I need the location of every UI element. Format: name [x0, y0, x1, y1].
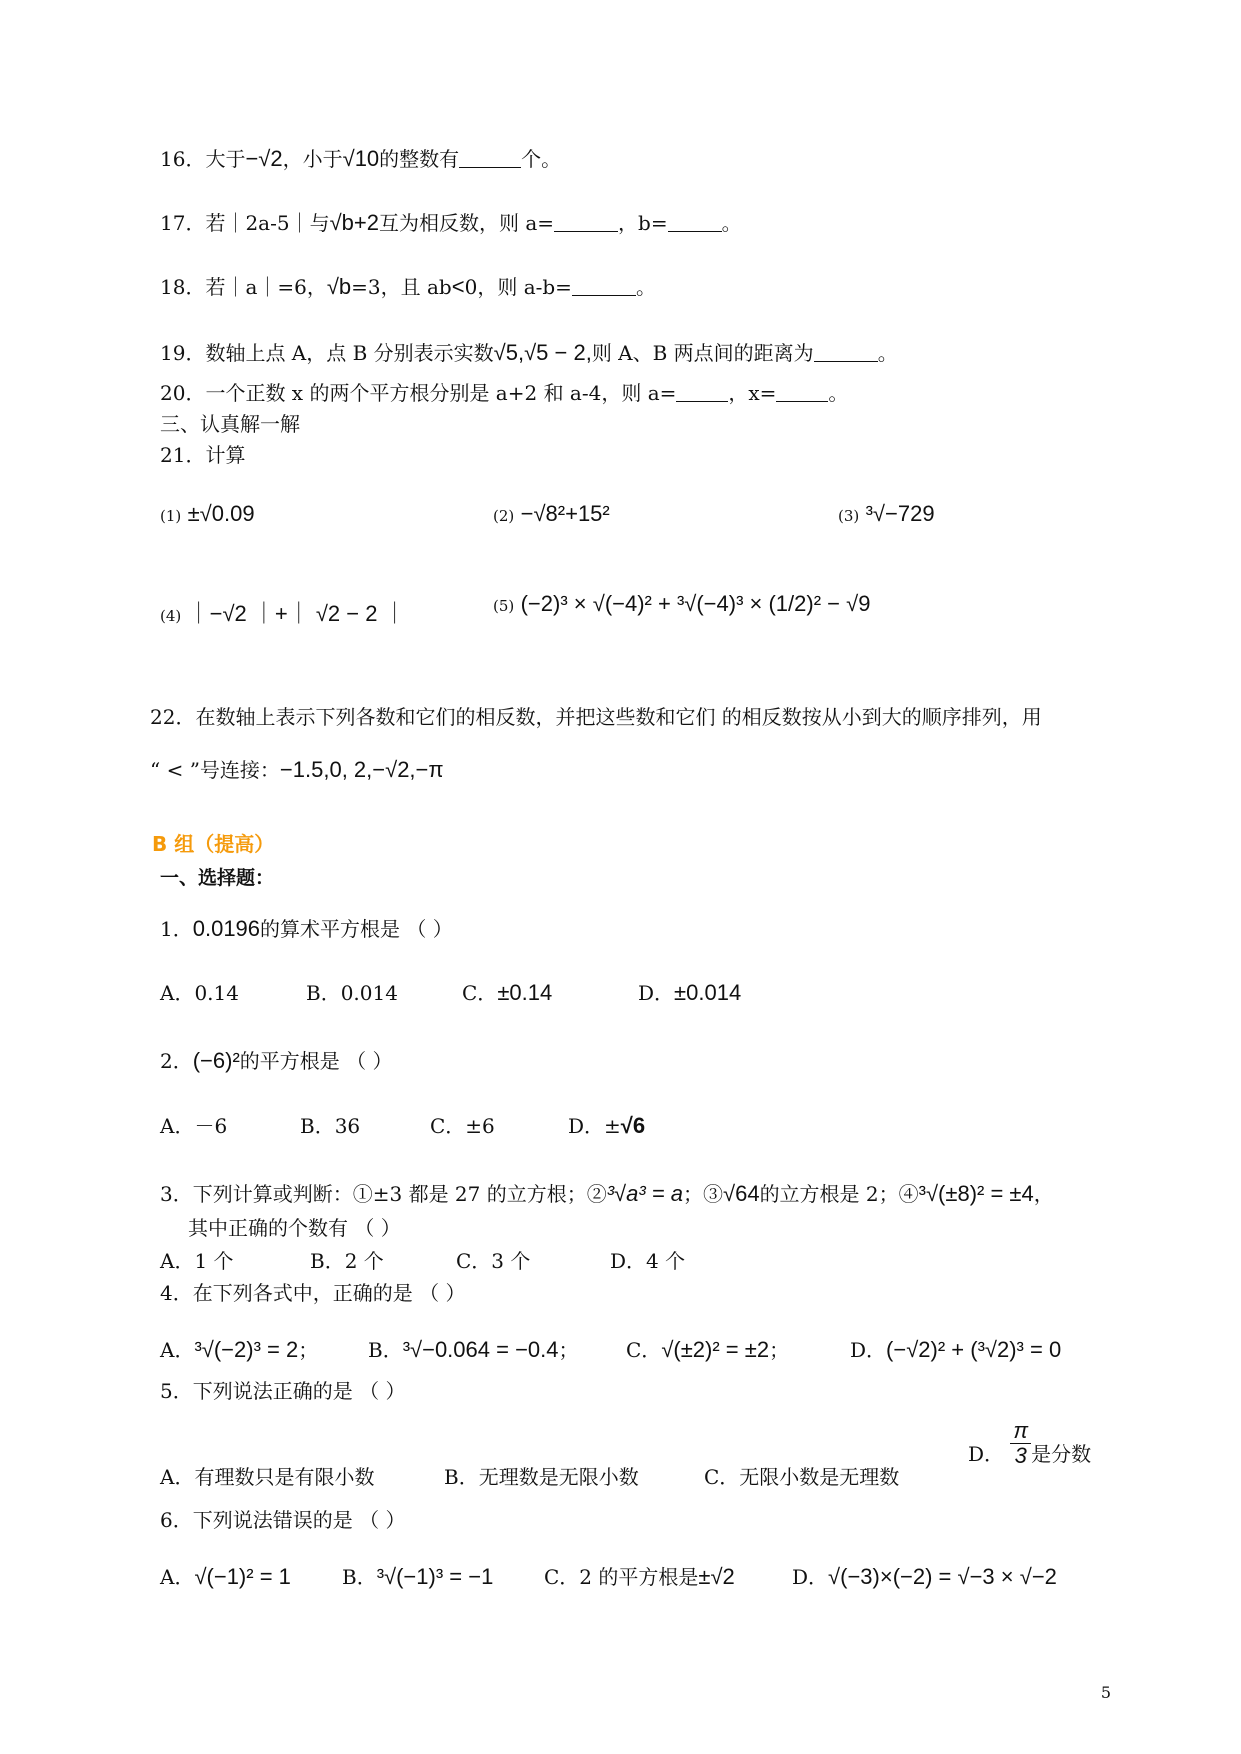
- option-a[interactable]: A．³√(−2)³ = 2；: [160, 1337, 319, 1362]
- answer-blank[interactable]: [572, 275, 636, 296]
- q20-text-1: 一个正数 x 的两个平方根分别是 a+2 和 a-4，则 a=: [205, 381, 677, 405]
- math-neg-sqrt2: −√2: [245, 146, 283, 171]
- math-pi-over-3: [1010, 1419, 1031, 1468]
- option-c[interactable]: C．±6: [430, 1114, 495, 1138]
- option-c[interactable]: C．无限小数是无理数: [704, 1465, 900, 1489]
- option-d[interactable]: [968, 1419, 1091, 1468]
- option-a[interactable]: [160, 1563, 291, 1591]
- b-question-4: 4．在下列各式中，正确的是 （ ）: [160, 1281, 466, 1305]
- part-label: (4): [160, 607, 182, 625]
- math-pm-0-014: ±0.014: [674, 980, 742, 1005]
- math-abs-expression: ｜−√2 ｜+｜ √2 − 2 ｜: [187, 601, 406, 626]
- option-d[interactable]: [568, 1112, 645, 1140]
- question-number: 20．: [160, 381, 206, 405]
- option-b[interactable]: B．0.014: [306, 981, 398, 1005]
- b3-text-1: 3．下列计算或判断：①±3 都是 27 的立方根；②: [160, 1182, 607, 1206]
- option-b-label: B．: [342, 1565, 377, 1589]
- option-d-label: D．: [792, 1565, 829, 1589]
- option-b[interactable]: B．³√−0.064 = −0.4；: [368, 1337, 579, 1362]
- option-a-label: A．: [160, 1338, 195, 1362]
- option-d[interactable]: [850, 1336, 1061, 1364]
- frac-numerator: π: [1010, 1419, 1031, 1444]
- question-number: 18．: [160, 275, 206, 299]
- option-c-label: C．2 的平方根是: [544, 1565, 699, 1589]
- part-label: (1): [160, 507, 182, 525]
- option-d-label: D．: [968, 1442, 1005, 1466]
- math-option-c: ±√2: [698, 1564, 735, 1589]
- question-number: 16．: [160, 147, 206, 171]
- math-sqrt6: √6: [620, 1113, 646, 1138]
- option-c[interactable]: [462, 979, 552, 1007]
- b-question-6: 6．下列说法错误的是 （ ）: [160, 1508, 406, 1532]
- question-number: 2．: [160, 1049, 193, 1073]
- option-d-label: D．: [850, 1338, 887, 1362]
- q21-part-2: [493, 500, 610, 530]
- option-c[interactable]: C．3 个: [456, 1249, 531, 1273]
- math-cuberoot-neg-729: ³√−729: [865, 501, 935, 526]
- math-number-list: −1.5,0, 2,−√2,−π: [279, 757, 444, 782]
- q18-text-2: =3，且 ab: [351, 275, 452, 299]
- q19-text-1: 数轴上点 A，点 B 分别表示实数: [205, 341, 494, 365]
- math-sqrt10: √10: [342, 146, 380, 171]
- b3-text-2: ；③: [683, 1182, 724, 1206]
- option-a[interactable]: A．有理数只是有限小数: [160, 1465, 375, 1489]
- math-sqrt-b: √b: [326, 274, 352, 299]
- question-20: [160, 379, 848, 407]
- option-d-text: 是分数: [1031, 1442, 1092, 1466]
- page-number: 5: [1100, 1683, 1111, 1702]
- answer-blank[interactable]: [814, 341, 878, 362]
- math-less-than: <: [451, 274, 465, 299]
- option-c-label: C．: [626, 1338, 662, 1362]
- option-b[interactable]: B．无理数是无限小数: [444, 1465, 639, 1489]
- q21-text: 计算: [205, 443, 246, 467]
- question-22: [150, 703, 1042, 731]
- q20-text-2: ，x=: [728, 381, 777, 405]
- q16-text-4: 个。: [521, 147, 562, 171]
- option-d-label: D．: [638, 981, 675, 1005]
- math-sqrt-b-plus-2: √b+2: [329, 210, 379, 235]
- option-b[interactable]: [342, 1563, 493, 1591]
- math-neg-sqrt-sum-squares: −√8²+15²: [520, 501, 610, 526]
- b-question-3: [160, 1180, 1054, 1208]
- group-b-heading: B 组（提高）: [152, 832, 275, 856]
- math-sqrt64: √64: [723, 1181, 760, 1206]
- question-number: 1．: [160, 917, 193, 941]
- part-label: (5): [493, 597, 515, 615]
- b3-text-5: 其中正确的个数有 （ ）: [188, 1216, 401, 1240]
- part-label: (3): [838, 507, 860, 525]
- math-option-c: √(±2)² = ±2: [661, 1337, 770, 1362]
- option-b-label: B．: [368, 1338, 403, 1362]
- q18-text-3: 0，则 a-b=: [464, 275, 572, 299]
- question-number: 19．: [160, 341, 206, 365]
- answer-blank-b[interactable]: [668, 211, 722, 232]
- math-compound-expression: (−2)³ × √(−4)² + ³√(−4)³ × (1/2)² − √9: [520, 591, 871, 616]
- q20-text-3: 。: [828, 381, 849, 405]
- b2-text: 的平方根是 （ ）: [239, 1049, 393, 1073]
- math-neg6-squared: (−6)²: [192, 1048, 240, 1073]
- question-17: [160, 209, 742, 237]
- math-option-b: ³√−0.064 = −0.4: [402, 1337, 559, 1362]
- part-label: (2): [493, 507, 515, 525]
- math-option-a: √(−1)² = 1: [194, 1564, 291, 1589]
- q17-text-3: ，b=: [618, 211, 668, 235]
- answer-blank-a[interactable]: [676, 381, 728, 402]
- q17-text-2: 互为相反数，则 a=: [379, 211, 555, 235]
- frac-denominator: 3: [1014, 1443, 1027, 1468]
- q21-part-5: [493, 590, 870, 620]
- math-pm-sqrt-0-09: ±√0.09: [187, 501, 255, 526]
- b-question-2: [160, 1047, 393, 1075]
- option-a[interactable]: A．－6: [160, 1114, 228, 1138]
- option-a[interactable]: A．0.14: [160, 981, 239, 1005]
- question-number: 17．: [160, 211, 206, 235]
- q18-text-4: 。: [635, 275, 656, 299]
- q19-text-3: 。: [877, 341, 898, 365]
- q19-text-2: 则 A、B 两点间的距离为: [591, 341, 814, 365]
- option-c[interactable]: [544, 1563, 735, 1591]
- math-pm-0-14: ±0.14: [497, 980, 553, 1005]
- q21-part-1: [160, 500, 255, 530]
- math-option-d: (−√2)² + (³√2)³ = 0: [886, 1337, 1062, 1362]
- option-d[interactable]: [792, 1563, 1057, 1591]
- math-option-d: √(−3)×(−2) = √−3 × √−2: [828, 1564, 1057, 1589]
- option-d-label: D．±: [568, 1114, 621, 1138]
- question-21: [160, 441, 245, 469]
- answer-blank-x[interactable]: [776, 381, 828, 402]
- b-question-1: [160, 915, 453, 943]
- option-b[interactable]: B．2 个: [310, 1249, 384, 1273]
- q21-part-3: [838, 500, 935, 530]
- section-heading-choice: 一、选择题：: [160, 867, 275, 889]
- math-option-a: ³√(−2)³ = 2: [194, 1337, 299, 1362]
- option-b[interactable]: B．36: [300, 1114, 361, 1138]
- b3-text-4: ，: [1033, 1182, 1054, 1206]
- b3-text-3: 的立方根是 2；④: [759, 1182, 919, 1206]
- q17-text-4: 。: [721, 211, 742, 235]
- q16-text-3: 的整数有: [379, 147, 460, 171]
- option-c[interactable]: C．√(±2)² = ±2；: [626, 1337, 790, 1362]
- question-number: 21．: [160, 443, 206, 467]
- question-16: [160, 145, 561, 173]
- q22-text-1: 在数轴上表示下列各数和它们的相反数，并把这些数和它们 的相反数按从小到大的顺序排列，用: [195, 705, 1042, 729]
- math-0-0196: 0.0196: [192, 916, 261, 941]
- section-heading-3: 三、认真解一解: [160, 412, 300, 436]
- q16-text-1: 大于: [205, 147, 246, 171]
- q21-part-4: [160, 600, 406, 630]
- option-c-label: C．: [462, 981, 498, 1005]
- q22-text-2: “ < ”号连接：: [150, 758, 280, 782]
- q18-text-1: 若｜a｜=6，: [205, 275, 327, 299]
- answer-blank[interactable]: [459, 147, 521, 168]
- q16-text-2: ，小于: [282, 147, 343, 171]
- question-18: [160, 273, 656, 301]
- option-d[interactable]: [638, 979, 741, 1007]
- answer-blank-a[interactable]: [554, 211, 618, 232]
- math-sqrt5-list: √5,√5 − 2,: [493, 340, 592, 365]
- option-a-label: A．: [160, 1565, 195, 1589]
- option-a[interactable]: A．1 个: [160, 1249, 234, 1273]
- question-number: 22．: [150, 705, 196, 729]
- b1-text: 的算术平方根是 （ ）: [260, 917, 453, 941]
- math-cuberoot-pm8-squared: ³√(±8)² = ±4: [918, 1181, 1034, 1206]
- q17-text-1: 若｜2a-5｜与: [205, 211, 330, 235]
- b-question-5: 5．下列说法正确的是 （ ）: [160, 1379, 406, 1403]
- question-19: [160, 339, 898, 367]
- option-d[interactable]: D．4 个: [610, 1249, 686, 1273]
- math-option-b: ³√(−1)³ = −1: [376, 1564, 494, 1589]
- math-cuberoot-a-cubed: ³√a³ = a: [606, 1181, 684, 1206]
- question-22-cont: [150, 756, 444, 784]
